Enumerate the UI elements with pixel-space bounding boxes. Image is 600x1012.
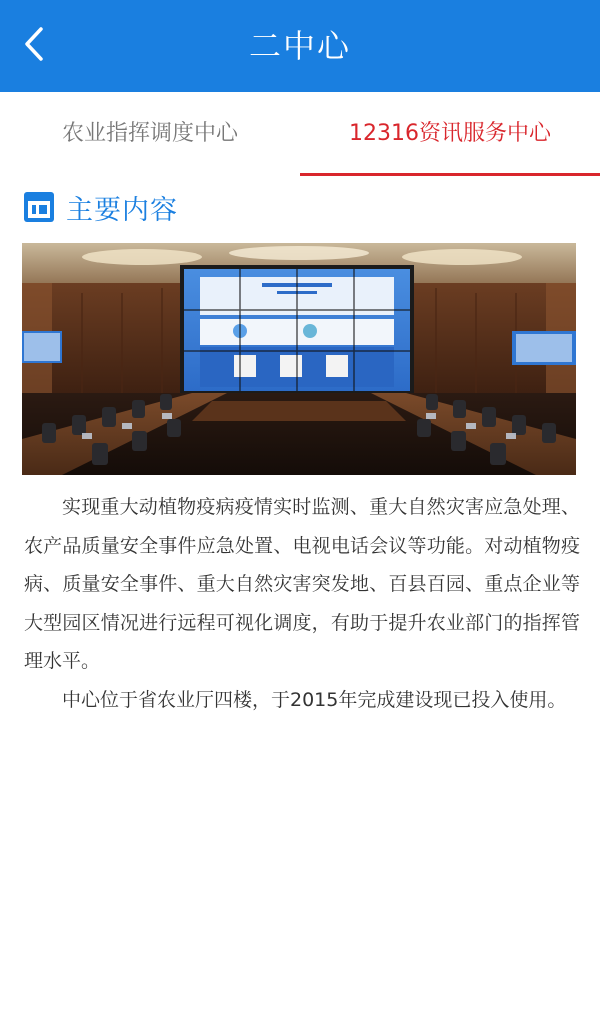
tab-command-center[interactable] [0,92,300,176]
paragraph: 实现重大动植物疫病疫情实时监测、重大自然灾害应急处理、农产品质量安全事件应急处置、电视电话会议等功能。对动植物疫病、质量安全事件、重大自然灾害突发地、百县百园、重点企业等大型园区情况进行远程可视化调度，有助于提升农业部门的指挥管理水平。 [24,496,580,672]
top-bar [0,0,600,92]
paragraph: 中心位于省农业厅四楼，于2015年完成建设现已投入使用。 [62,688,567,711]
tab-bar [0,92,600,176]
section-title: 主要内容 [66,194,178,226]
tab-info-service-center[interactable] [300,92,600,176]
tab-label: 12316资讯服务中心 [349,121,551,146]
control-room-photo [22,243,576,475]
tab-label: 农业指挥调度中心 [61,121,238,146]
page-title: 二中心 [248,27,351,65]
article-content [24,488,580,719]
window-icon [22,190,66,224]
active-tab-underline [300,173,600,176]
section-header [22,190,178,224]
